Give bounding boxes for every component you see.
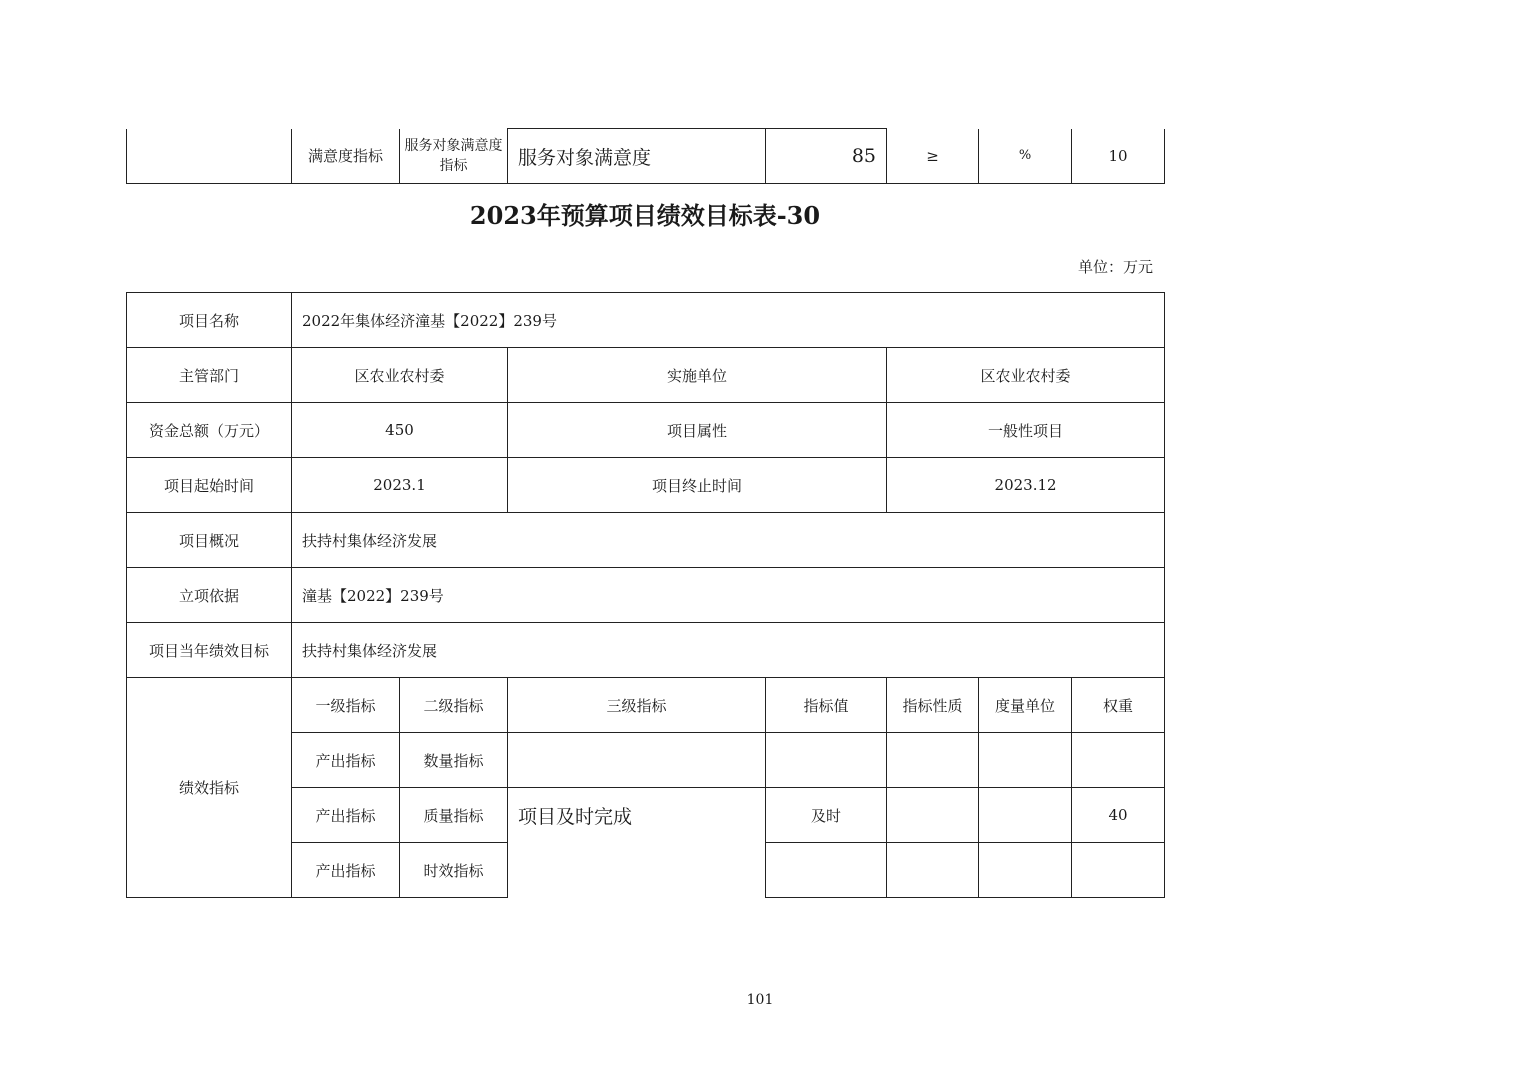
basis-value: 潼基【2022】239号 bbox=[292, 568, 1165, 623]
attr-value: 一般性项目 bbox=[887, 403, 1165, 458]
row-time bbox=[127, 458, 1165, 513]
project-name-value: 2022年集体经济潼基【2022】239号 bbox=[292, 293, 1165, 348]
start-label: 项目起始时间 bbox=[127, 458, 292, 513]
row2-level1: 产出指标 bbox=[292, 788, 400, 843]
carry-level3: 服务对象满意度 bbox=[508, 129, 766, 184]
header-unit: 度量单位 bbox=[979, 678, 1072, 733]
dept-label: 主管部门 bbox=[127, 348, 292, 403]
row-fund bbox=[127, 403, 1165, 458]
carry-unit: % bbox=[979, 129, 1072, 184]
row1-level2: 数量指标 bbox=[400, 733, 508, 788]
project-name-label: 项目名称 bbox=[127, 293, 292, 348]
row3-level2: 时效指标 bbox=[400, 843, 508, 898]
carry-level1: 满意度指标 bbox=[292, 129, 400, 184]
row1-value bbox=[766, 733, 887, 788]
header-level1: 一级指标 bbox=[292, 678, 400, 733]
row3-nature bbox=[887, 843, 979, 898]
goal-label: 项目当年绩效目标 bbox=[127, 623, 292, 678]
row2-weight: 40 bbox=[1072, 788, 1165, 843]
row1-level3 bbox=[508, 733, 766, 788]
goal-value: 扶持村集体经济发展 bbox=[292, 623, 1165, 678]
indicator-header-row bbox=[127, 678, 1165, 733]
header-nature: 指标性质 bbox=[887, 678, 979, 733]
carry-over-table bbox=[126, 128, 1165, 184]
impl-label: 实施单位 bbox=[508, 348, 887, 403]
header-value: 指标值 bbox=[766, 678, 887, 733]
row2-level2: 质量指标 bbox=[400, 788, 508, 843]
row2-level3: 项目及时完成 bbox=[508, 788, 766, 843]
start-value: 2023.1 bbox=[292, 458, 508, 513]
row-project-name bbox=[127, 293, 1165, 348]
end-value: 2023.12 bbox=[887, 458, 1165, 513]
row1-weight bbox=[1072, 733, 1165, 788]
attr-label: 项目属性 bbox=[508, 403, 887, 458]
header-level3: 三级指标 bbox=[508, 678, 766, 733]
dept-value: 区农业农村委 bbox=[292, 348, 508, 403]
row1-nature bbox=[887, 733, 979, 788]
row3-level1: 产出指标 bbox=[292, 843, 400, 898]
header-weight: 权重 bbox=[1072, 678, 1165, 733]
row2-unit bbox=[979, 788, 1072, 843]
performance-target-table bbox=[126, 292, 1165, 898]
row3-value bbox=[766, 843, 887, 898]
row2-value: 及时 bbox=[766, 788, 887, 843]
carry-weight: 10 bbox=[1072, 129, 1165, 184]
row-dept bbox=[127, 348, 1165, 403]
carry-over-row bbox=[127, 129, 1165, 184]
impl-value: 区农业农村委 bbox=[887, 348, 1165, 403]
carry-nature: ≥ bbox=[887, 129, 979, 184]
row3-weight bbox=[1072, 843, 1165, 898]
row1-level1: 产出指标 bbox=[292, 733, 400, 788]
overview-label: 项目概况 bbox=[127, 513, 292, 568]
indicators-label: 绩效指标 bbox=[127, 678, 292, 898]
page-number: 101 bbox=[746, 992, 774, 1008]
fund-value: 450 bbox=[292, 403, 508, 458]
row2-nature bbox=[887, 788, 979, 843]
row3-unit bbox=[979, 843, 1072, 898]
row-overview bbox=[127, 513, 1165, 568]
end-label: 项目终止时间 bbox=[508, 458, 887, 513]
carry-empty-cell bbox=[127, 129, 292, 184]
basis-label: 立项依据 bbox=[127, 568, 292, 623]
carry-value: 85 bbox=[766, 129, 887, 184]
row-goal bbox=[127, 623, 1165, 678]
header-level2: 二级指标 bbox=[400, 678, 508, 733]
carry-level2: 服务对象满意度指标 bbox=[400, 129, 508, 184]
row3-level3 bbox=[508, 843, 766, 898]
unit-label: 单位：万元 bbox=[1077, 258, 1153, 276]
row-basis bbox=[127, 568, 1165, 623]
row1-unit bbox=[979, 733, 1072, 788]
fund-label: 资金总额（万元） bbox=[127, 403, 292, 458]
page-title: 2023年预算项目绩效目标表-30 bbox=[469, 201, 821, 230]
overview-value: 扶持村集体经济发展 bbox=[292, 513, 1165, 568]
